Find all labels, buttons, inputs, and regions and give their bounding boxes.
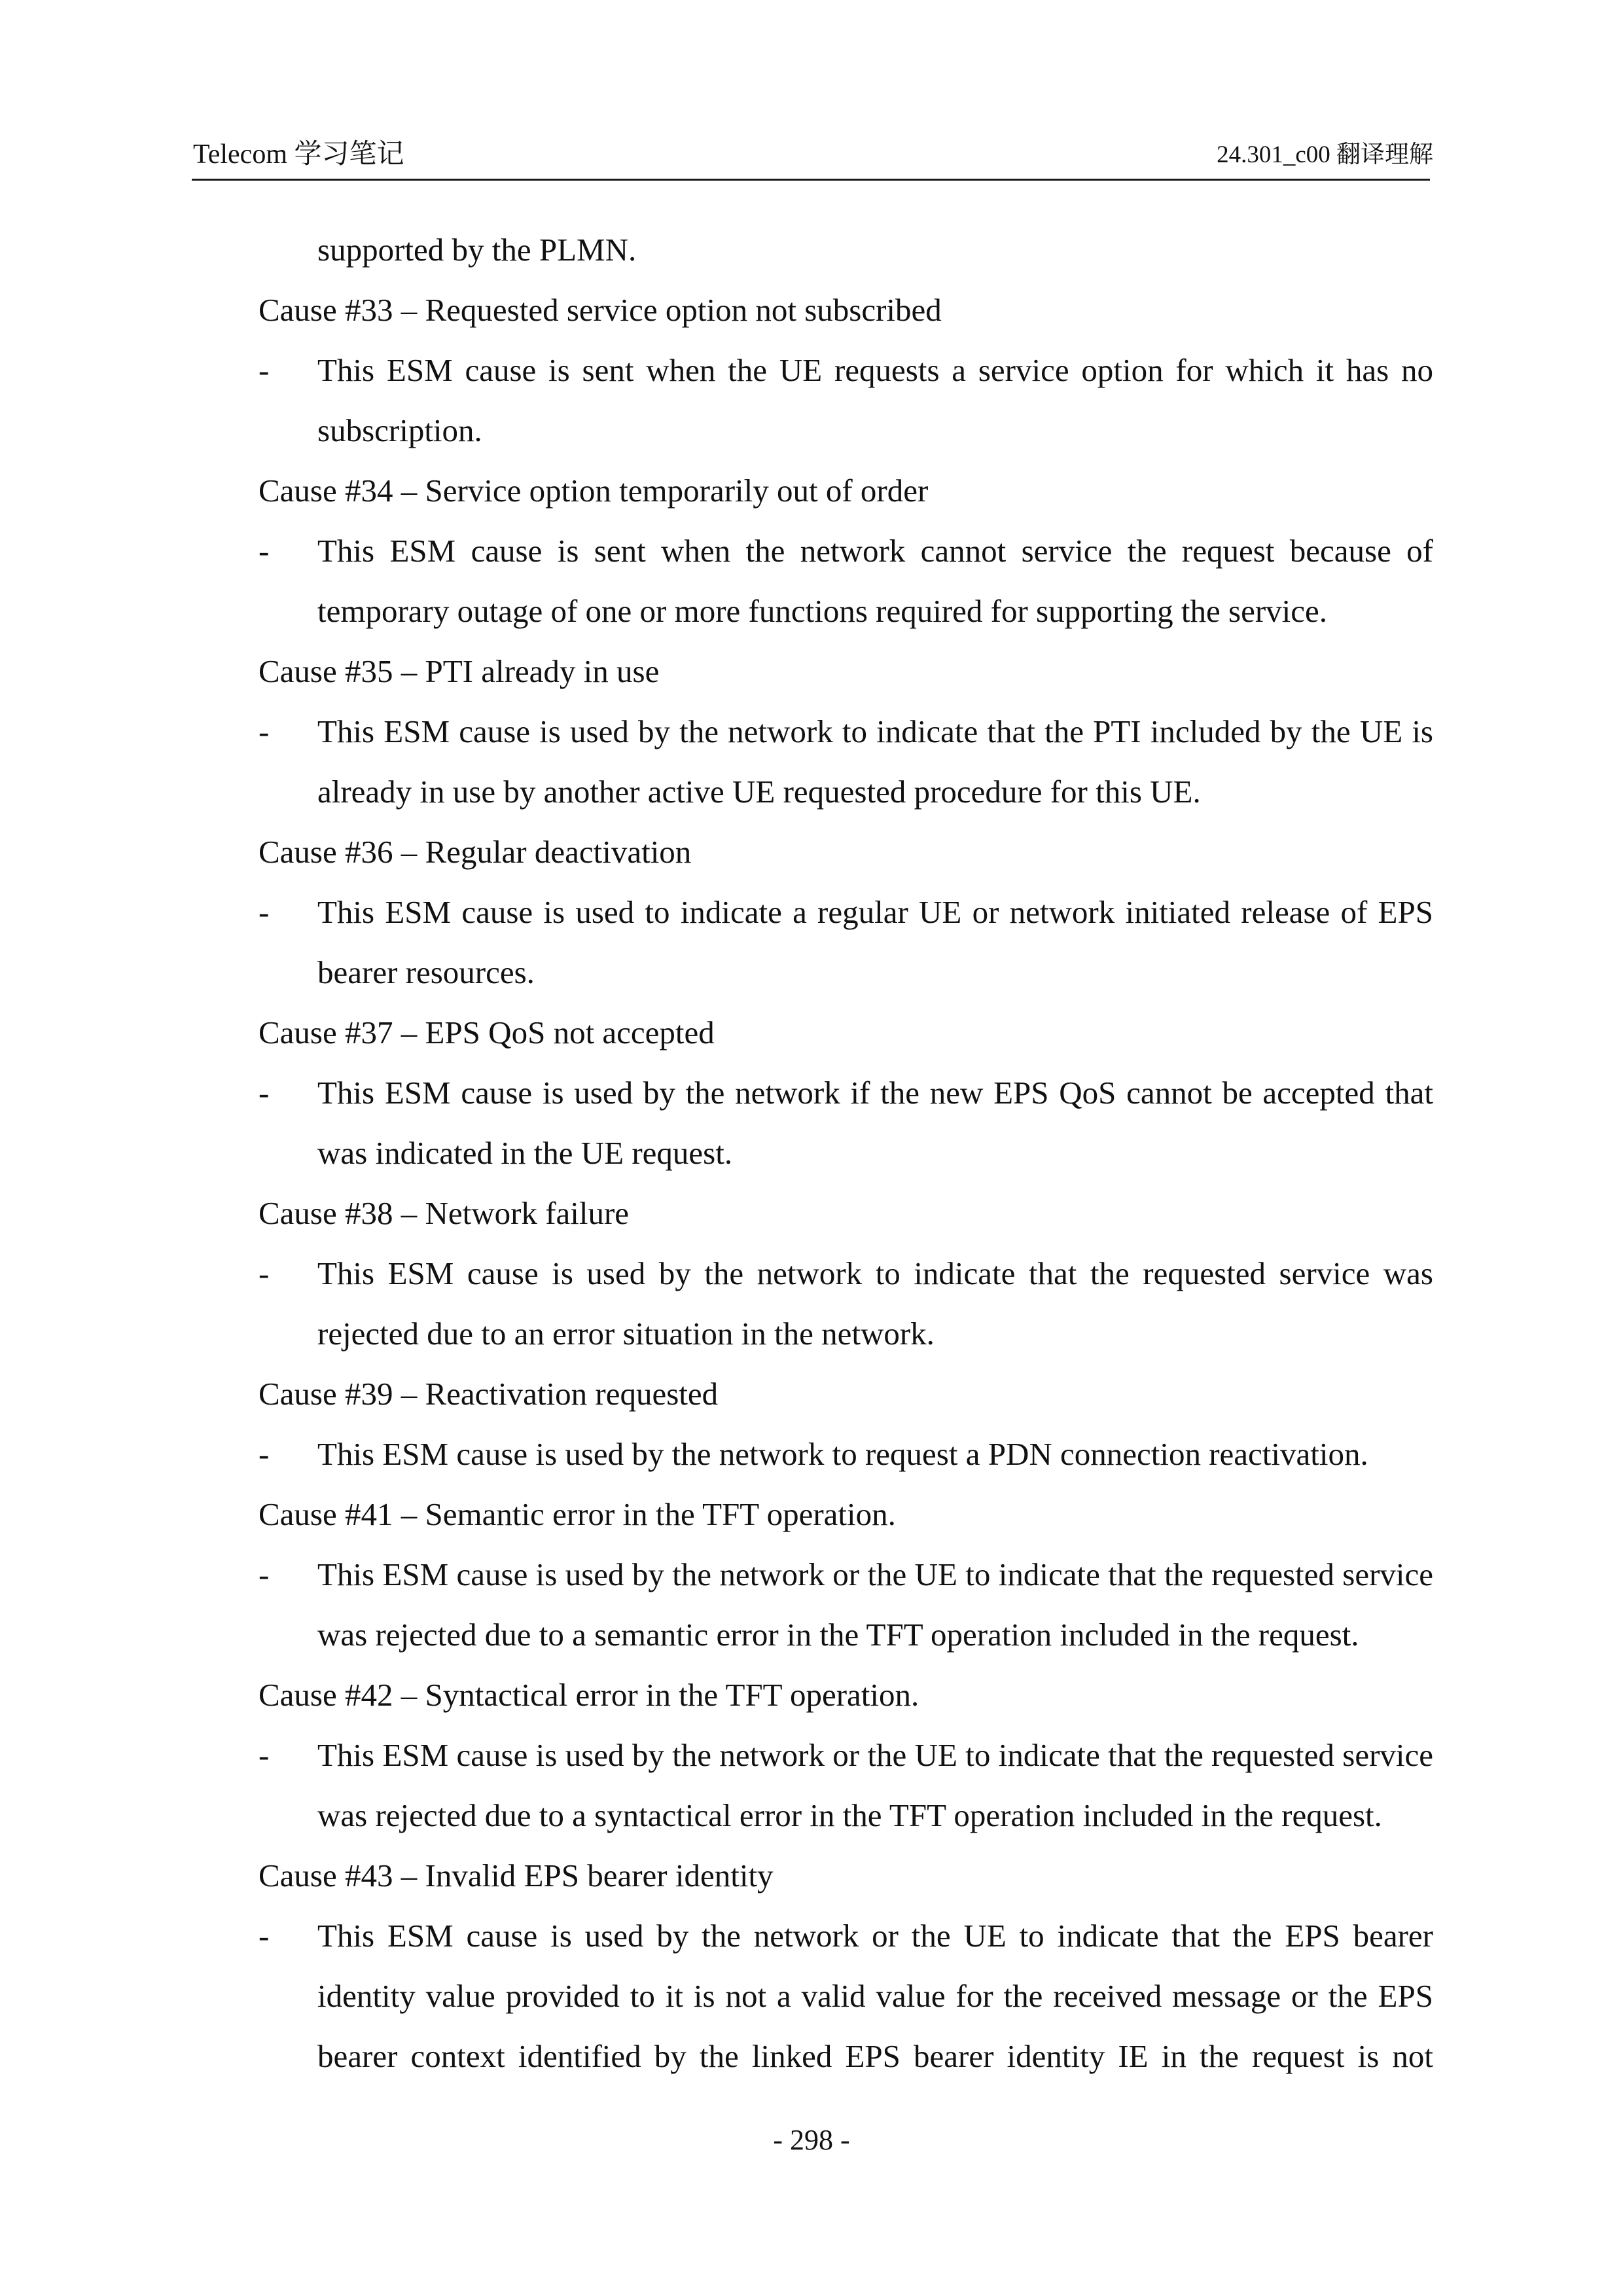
cause-description-cont: was indicated in the UE request. <box>317 1135 733 1171</box>
cause-description-cont: was rejected due to a semantic error in the TFT operation included in the request. <box>317 1617 1359 1653</box>
cause-description-cont: already in use by another active UE requested procedure for this UE. <box>317 774 1201 810</box>
bullet-dash: - <box>259 713 270 749</box>
document-body <box>259 220 1433 2087</box>
cause-description: - This ESM cause is used by the network if the new EPS QoS cannot be accepted that <box>259 1063 1433 1123</box>
cause-description-cont: identity value provided to it is not a valid value for the received message or the EPS <box>317 1978 1433 2014</box>
cause-title: Cause #42 – Syntactical error in the TFT operation. <box>259 1677 919 1713</box>
cause-description: - This ESM cause is used by the network or the UE to indicate that the EPS bearer <box>259 1906 1433 1966</box>
cause-description: - This ESM cause is sent when the network cannot service the request because of <box>259 521 1433 581</box>
bullet-dash: - <box>259 533 270 569</box>
bullet-dash: - <box>259 352 270 388</box>
cause-description: - This ESM cause is used by the network to indicate that the requested service was <box>259 1244 1433 1304</box>
header-left-title: Telecom 学习笔记 <box>193 139 404 170</box>
cause-description-cont: bearer context identified by the linked EPS bearer identity IE in the request is not <box>317 2038 1433 2074</box>
cause-description-cont: was rejected due to a syntactical error in the TFT operation included in the request. <box>317 1797 1382 1833</box>
cause-description-cont: bearer resources. <box>317 954 535 990</box>
cause-description-cont: temporary outage of one or more functions required for supporting the service. <box>317 593 1327 629</box>
cause-description: - This ESM cause is used by the network to request a PDN connection reactivation. <box>259 1424 1433 1484</box>
cause-description: - This ESM cause is used to indicate a regular UE or network initiated release of EPS <box>259 882 1433 942</box>
continuation-line: supported by the PLMN. <box>317 232 637 268</box>
cause-title: Cause #37 – EPS QoS not accepted <box>259 1014 715 1050</box>
bullet-dash: - <box>259 1436 270 1472</box>
cause-title: Cause #36 – Regular deactivation <box>259 834 692 870</box>
cause-title: Cause #43 – Invalid EPS bearer identity <box>259 1857 774 1893</box>
cause-description-cont: rejected due to an error situation in the network. <box>317 1316 935 1352</box>
cause-description-cont: subscription. <box>317 412 482 448</box>
cause-description: - This ESM cause is used by the network or the UE to indicate that the requested service <box>259 1545 1433 1605</box>
page-number: - 298 - <box>773 2124 850 2156</box>
header-divider <box>192 179 1430 181</box>
cause-title: Cause #38 – Network failure <box>259 1195 630 1231</box>
cause-description: - This ESM cause is sent when the UE requests a service option for which it has no <box>259 340 1433 401</box>
bullet-dash: - <box>259 894 270 930</box>
bullet-dash: - <box>259 1255 270 1291</box>
cause-title: Cause #34 – Service option temporarily out of order <box>259 473 929 509</box>
cause-title: Cause #33 – Requested service option not subscribed <box>259 292 942 328</box>
bullet-dash: - <box>259 1737 270 1773</box>
header-right-title: 24.301_c00 翻译理解 <box>1217 141 1433 168</box>
cause-title: Cause #41 – Semantic error in the TFT operation. <box>259 1496 896 1532</box>
cause-description: - This ESM cause is used by the network or the UE to indicate that the requested service <box>259 1725 1433 1785</box>
bullet-dash: - <box>259 1556 270 1592</box>
cause-description: - This ESM cause is used by the network to indicate that the PTI included by the UE is <box>259 702 1433 762</box>
cause-title: Cause #39 – Reactivation requested <box>259 1376 719 1412</box>
bullet-dash: - <box>259 1075 270 1111</box>
bullet-dash: - <box>259 1918 270 1954</box>
cause-title: Cause #35 – PTI already in use <box>259 653 660 689</box>
